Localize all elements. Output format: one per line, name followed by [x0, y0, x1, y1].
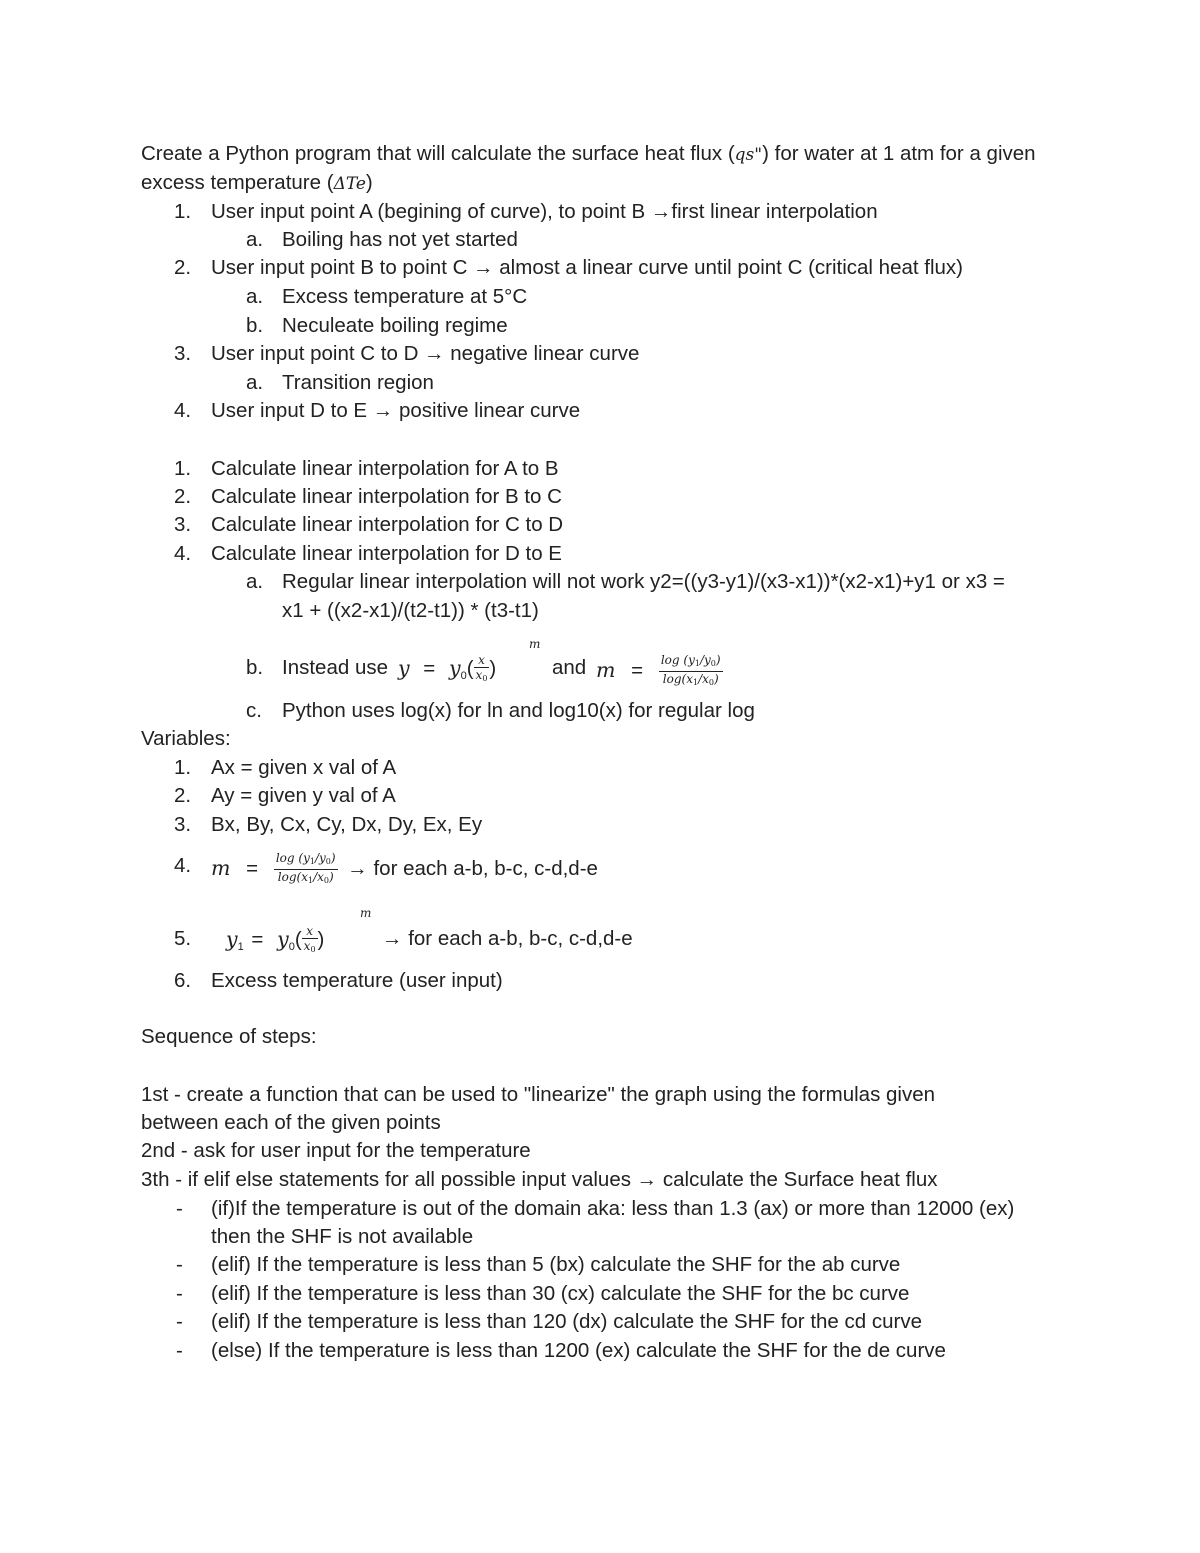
list-number: 4.: [174, 542, 192, 565]
variable-text: Ax = given x val of A: [211, 756, 397, 779]
y1-subscript: 1: [237, 940, 244, 953]
excess-temp-symbol: ΔTe: [333, 174, 366, 194]
m-symbol: m: [596, 657, 616, 682]
log-numerator-text: /y: [314, 851, 326, 865]
y1-definition: $y_1 = y_0$( $\frac{x}{x0}$ ): [226, 924, 324, 960]
x0-symbol: x: [475, 668, 483, 682]
variable-text: Excess temperature (user input): [211, 969, 503, 992]
list-number: 2.: [174, 256, 192, 279]
equals-sign: =: [631, 658, 644, 682]
formula-intro: Instead use: [282, 656, 388, 679]
intro-text: ) for water at 1 atm for a given: [762, 142, 1036, 165]
subscript: 0: [323, 876, 329, 885]
step-text: Neculeate boiling regime: [282, 314, 508, 337]
subscript: 1: [692, 678, 699, 687]
sequence-line: 3th - if elif else statements for all possible input values → calculate the Surface heat flux: [141, 1168, 938, 1191]
step-text: Boiling has not yet started: [282, 228, 518, 251]
power-law-formula: $y = y_0$( $\frac{x}{x0}$ ): [398, 653, 496, 689]
and-text: and: [552, 656, 587, 679]
equals-sign: =: [251, 927, 264, 951]
list-letter: a.: [246, 371, 264, 394]
calc-text: Calculate linear interpolation for B to C: [211, 485, 562, 508]
step-text: Transition region: [282, 371, 434, 394]
calc-text-continued: x1 + ((x2-x1)/(t2-t1)) * (t3-t1): [282, 599, 539, 622]
intro-text: excess temperature (: [141, 171, 334, 194]
list-letter: c.: [246, 699, 262, 722]
sequence-line: between each of the given points: [141, 1111, 441, 1134]
y-symbol: y: [398, 655, 410, 680]
log-numerator-text: log (y: [275, 851, 310, 865]
bullet-text: (elif) If the temperature is less than 30 (cx) calculate the SHF for the bc curve: [211, 1282, 910, 1305]
step-text: User input point C to D → negative linear curve: [211, 342, 640, 365]
list-number: 3.: [174, 342, 192, 365]
intro-line-2: [141, 170, 373, 197]
list-number: 3.: [174, 513, 192, 536]
list-letter: a.: [246, 285, 264, 308]
log-ratio-fraction: [659, 653, 723, 690]
list-letter: b.: [246, 314, 264, 337]
step-text: Excess temperature at 5°C: [282, 285, 528, 308]
variable-text: Bx, By, Cx, Cy, Dx, Dy, Ex, Ey: [211, 813, 483, 836]
intro-text: Create a Python program that will calculate the surface heat flux (: [141, 142, 735, 165]
log-numerator-text: /y: [699, 653, 711, 667]
x-over-x0-fraction: [474, 653, 490, 686]
step-text: User input D to E → positive linear curve: [211, 399, 581, 422]
fraction-denominator: [659, 671, 723, 690]
exponent-m: m: [529, 637, 541, 651]
list-number: 3.: [174, 813, 192, 836]
subscript: 0: [710, 659, 716, 668]
list-number: 2.: [174, 784, 192, 807]
sequence-line: 2nd - ask for user input for the temperature: [141, 1139, 531, 1162]
calc-text: Calculate linear interpolation for D to E: [211, 542, 562, 565]
list-number: 1.: [174, 457, 192, 480]
bullet-dash: -: [176, 1339, 183, 1362]
subscript: 1: [309, 857, 315, 866]
fraction-numerator: x: [306, 924, 313, 938]
bullet-text-continued: then the SHF is not available: [211, 1225, 474, 1248]
equals-sign: =: [246, 856, 259, 880]
log-denominator-text: ): [328, 870, 334, 884]
m-symbol: m: [211, 855, 231, 880]
exponent-m: m: [360, 906, 372, 920]
log-ratio-fraction: [274, 851, 338, 888]
x0-symbol: x: [303, 939, 311, 953]
log-denominator-text: /x: [313, 870, 324, 884]
subscript: 1: [307, 876, 314, 885]
step-text: User input point B to point C → almost a linear curve until point C (critical heat flux): [211, 256, 963, 279]
log-numerator-text: ): [715, 653, 721, 667]
list-number: 1.: [174, 756, 192, 779]
step-item: [174, 199, 191, 225]
variable-text: Ay = given y val of A: [211, 784, 396, 807]
m-equation: [596, 653, 723, 690]
m-definition: [211, 851, 598, 888]
calc-text: Calculate linear interpolation for C to D: [211, 513, 564, 536]
list-letter: a.: [246, 228, 264, 251]
python-log-note: Python uses log(x) for ln and log10(x) for regular log: [282, 699, 755, 722]
fraction-numerator: [274, 851, 338, 869]
bullet-dash: -: [176, 1310, 183, 1333]
bullet-dash: -: [176, 1197, 183, 1220]
bullet-text: (else) If the temperature is less than 1200 (ex) calculate the SHF for the de curve: [211, 1339, 946, 1362]
x0-subscript: 0: [310, 945, 316, 954]
for-each-text: → for each a-b, b-c, c-d,d-e: [347, 856, 598, 880]
fraction-numerator: [659, 653, 723, 671]
calc-text: Calculate linear interpolation for A to B: [211, 457, 559, 480]
list-number: 4.: [174, 854, 192, 877]
list-number: 4.: [174, 399, 192, 422]
bullet-text: (elif) If the temperature is less than 120 (dx) calculate the SHF for the cd curve: [211, 1310, 922, 1333]
x0-subscript: 0: [482, 674, 488, 683]
log-denominator-text: /x: [698, 672, 709, 686]
log-denominator-text: ): [713, 672, 719, 686]
calc-text: Regular linear interpolation will not work y2=((y3-y1)/(x3-x1))*(x2-x1)+y1 or x3 =: [282, 570, 1005, 593]
log-numerator-text: log (y: [660, 653, 695, 667]
sequence-line: 1st - create a function that can be used to "linearize" the graph using the formulas given: [141, 1083, 936, 1106]
fraction-numerator: x: [478, 653, 485, 667]
y1-symbol: y: [226, 926, 238, 951]
log-denominator-text: log(x: [662, 672, 693, 686]
subscript: 0: [708, 678, 714, 687]
intro-text: ): [365, 171, 373, 194]
subscript: 0: [325, 857, 331, 866]
bullet-text: (elif) If the temperature is less than 5 (bx) calculate the SHF for the ab curve: [211, 1253, 901, 1276]
list-number: 1.: [174, 200, 192, 223]
heat-flux-symbol: qs": [734, 145, 763, 165]
bullet-text: (if)If the temperature is out of the domain aka: less than 1.3 (ax) or more than 12000 (ex): [211, 1197, 1015, 1220]
x-over-x0-fraction: [302, 924, 318, 957]
y0-symbol: y: [277, 926, 289, 951]
fraction-denominator: [302, 938, 318, 957]
list-number: 5.: [174, 927, 192, 950]
fraction-denominator: [274, 869, 338, 888]
step-text: User input point A (begining of curve), to point B →first linear interpolation: [211, 200, 878, 223]
sequence-heading: Sequence of steps:: [141, 1025, 317, 1048]
for-each-text: → for each a-b, b-c, c-d,d-e: [382, 927, 633, 950]
bullet-dash: -: [176, 1282, 183, 1305]
log-numerator-text: ): [330, 851, 336, 865]
list-letter: b.: [246, 656, 264, 679]
intro-line-1: [141, 141, 1036, 168]
list-number: 6.: [174, 969, 192, 992]
subscript: 1: [694, 659, 700, 668]
log-denominator-text: log(x: [277, 870, 308, 884]
y0-subscript: 0: [288, 940, 295, 953]
list-letter: a.: [246, 570, 264, 593]
y0-subscript: 0: [460, 669, 467, 682]
y0-symbol: y: [448, 655, 461, 680]
list-number: 2.: [174, 485, 192, 508]
fraction-denominator: [474, 667, 490, 686]
equals-sign: =: [423, 656, 436, 680]
bullet-dash: -: [176, 1253, 183, 1276]
variables-heading: Variables:: [141, 727, 231, 750]
